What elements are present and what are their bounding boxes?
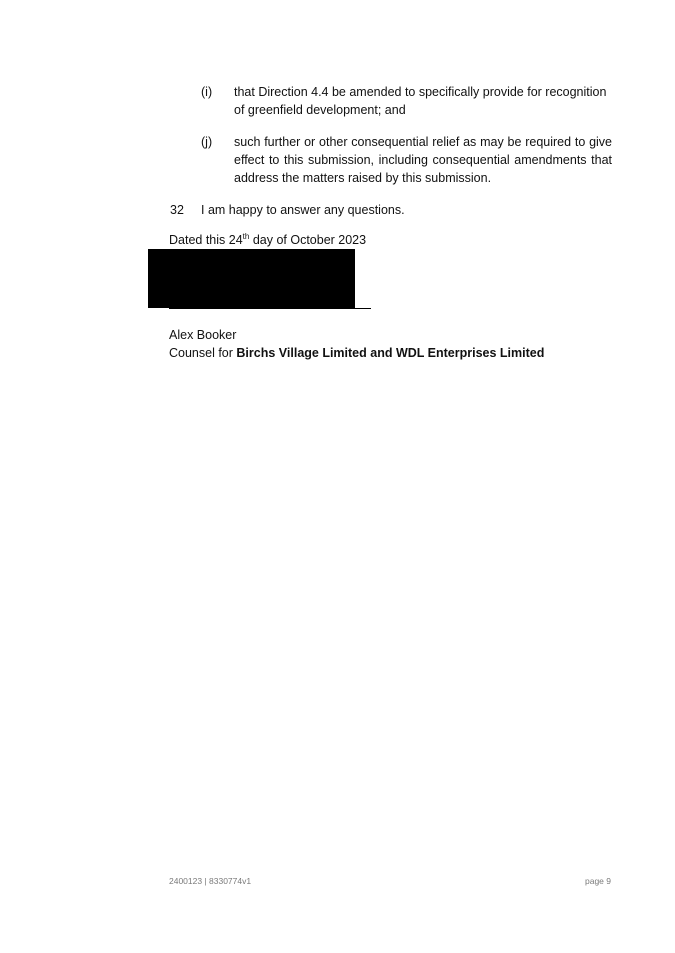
role-prefix: Counsel for [169, 346, 237, 360]
list-item-text-line: address the matters raised by this submission. [234, 171, 492, 185]
dated-rest: day of October 2023 [249, 233, 367, 247]
paragraph-number: 32 [170, 203, 184, 217]
client-names: Birchs Village Limited and WDL Enterprises Limited [236, 346, 545, 360]
list-item-label: (j) [201, 135, 213, 149]
signatory-role [169, 344, 544, 362]
list-item-j [201, 133, 621, 189]
list-item-label: (i) [201, 85, 213, 99]
signatory-name: Alex Booker [169, 328, 237, 342]
signature-line [169, 308, 371, 309]
footer-doc-ref: 2400123 | 8330774v1 [169, 876, 252, 886]
list-item-text-line: such further or other consequential relief as may be required to give [234, 135, 612, 149]
list-item-i [201, 83, 621, 123]
dated-ordinal-suffix: th [242, 231, 250, 241]
dated-prefix: Dated this 24 [169, 233, 243, 247]
list-item-text-line: that Direction 4.4 be amended to specifically provide for recognition [234, 85, 607, 99]
paragraph-text: I am happy to answer any questions. [201, 203, 405, 217]
list-item-text-line: effect to this submission, including consequential amendments that [234, 153, 612, 167]
list-item-text-line: of greenfield development; and [234, 103, 406, 117]
signature-redaction [148, 249, 355, 308]
dated-line [169, 231, 366, 249]
paragraph-32 [170, 201, 470, 221]
footer-page-number: page 9 [585, 876, 611, 886]
